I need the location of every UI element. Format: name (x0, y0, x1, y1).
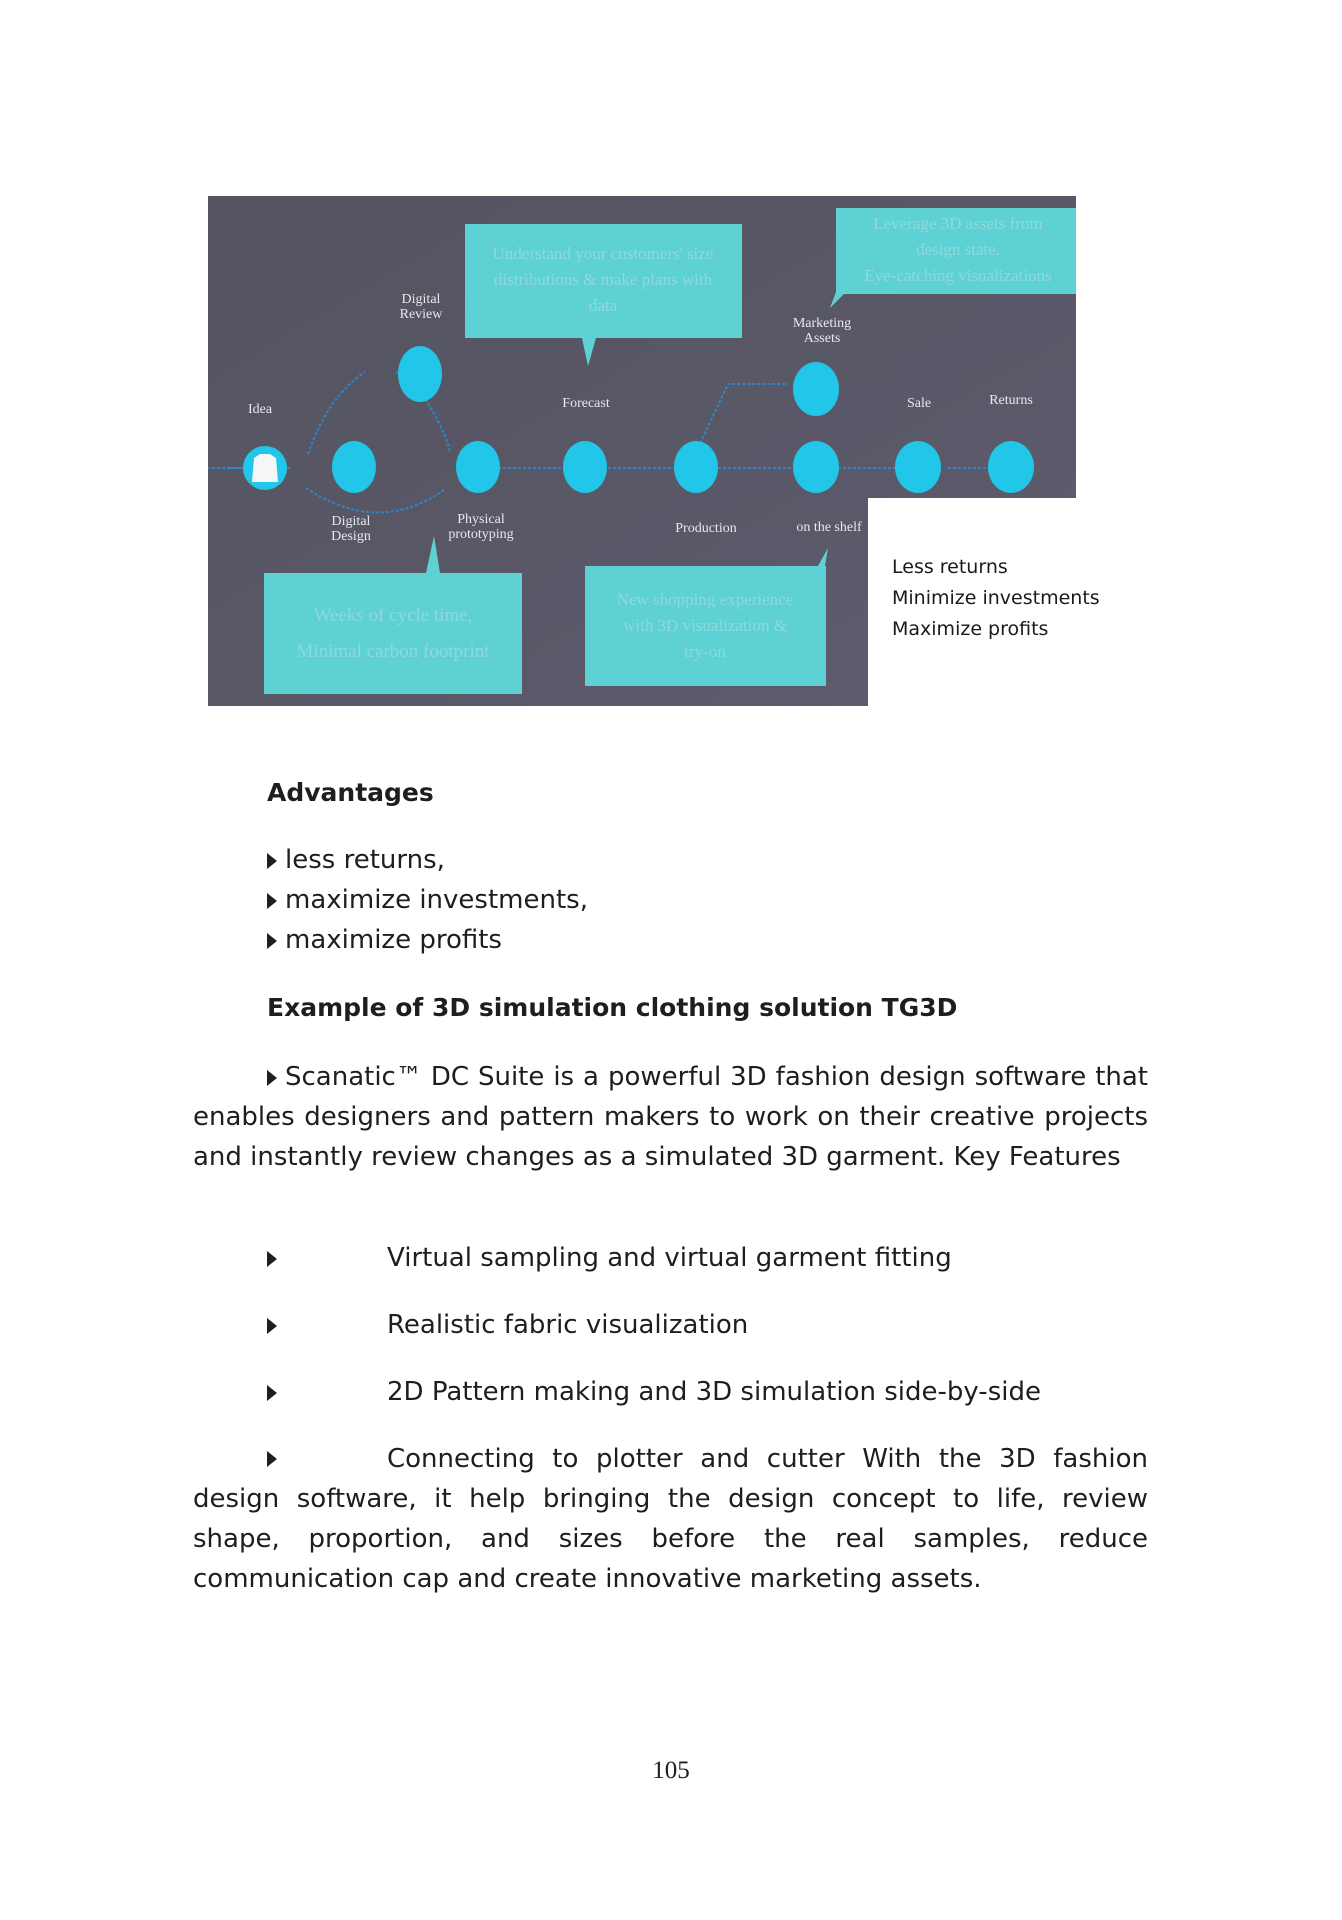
label-digital-review: Digital Review (399, 292, 443, 322)
benefit-item: Maximize profits (892, 618, 1049, 640)
label-sale: Sale (906, 396, 932, 411)
node-production (674, 441, 718, 493)
page-number: 105 (652, 1757, 690, 1784)
label-forecast: Forecast (562, 396, 610, 411)
label-physical-prototyping: Physical prototyping (448, 512, 514, 542)
bullet-triangle-icon (267, 1070, 277, 1086)
callout-cycle-text: Weeks of cycle time, Minimal carbon footprint (296, 605, 490, 662)
bullet-triangle-icon (267, 1385, 277, 1401)
bullet-triangle-icon (267, 853, 277, 869)
advantage-item: less returns, (267, 845, 445, 875)
advantage-item: maximize investments, (267, 885, 588, 915)
node-marketing-assets (793, 362, 839, 416)
label-returns: Returns (989, 393, 1033, 408)
node-sale (895, 441, 941, 493)
bullet-triangle-icon (267, 1318, 277, 1334)
advantage-item: maximize profits (267, 925, 502, 955)
label-production: Production (675, 521, 737, 536)
shirt-icon (252, 454, 278, 482)
label-marketing-assets: Marketing Assets (792, 316, 852, 346)
bullet-triangle-icon (267, 1451, 277, 1467)
benefit-item: Minimize investments (892, 587, 1100, 609)
node-digital-review (398, 346, 442, 402)
node-physical-prototyping (456, 441, 500, 493)
label-idea: Idea (247, 402, 273, 417)
label-on-the-shelf: on the shelf (796, 520, 862, 535)
feature-item: Virtual sampling and virtual garment fitting (267, 1243, 277, 1273)
label-digital-design: Digital Design (331, 514, 371, 544)
benefit-item: Less returns (892, 556, 1008, 578)
node-on-the-shelf (793, 441, 839, 493)
callout-leverage-text: Leverage 3D assets from design state. Eye-catching visualizations (864, 214, 1052, 285)
feature-item: Realistic fabric visualization (267, 1310, 277, 1340)
closing-paragraph (193, 1439, 1148, 1599)
advantages-heading: Advantages (267, 778, 434, 807)
node-returns (988, 441, 1034, 493)
feature-item: 2D Pattern making and 3D simulation side-by-side (267, 1377, 277, 1407)
bullet-triangle-icon (267, 933, 277, 949)
bullet-triangle-icon (267, 1251, 277, 1267)
bullet-triangle-icon (267, 893, 277, 909)
node-digital-design (332, 441, 376, 493)
intro-paragraph: Scanatic™ DC Suite is a powerful 3D fashion design software that enables designers and pattern makers to work on their creative projects and instantly review changes as a simulated 3D garment. Key Features (193, 1062, 1148, 1172)
benefits-list (892, 552, 1100, 645)
closing-rest: design software, it help bringing the design concept to life, review shape, proportion, and sizes before the real samples, reduce communication cap and create innovative marketing assets. (193, 1484, 1148, 1594)
callout-customers-text: Understand your customers' size distributions & make plans with data (492, 244, 714, 315)
closing-first-line: Connecting to plotter and cutter With the 3D fashion (193, 1439, 1148, 1479)
callout-shopping-text: New shopping experience with 3D visualization & try-on (616, 590, 794, 661)
example-heading: Example of 3D simulation clothing solution TG3D (267, 993, 958, 1022)
node-forecast (563, 441, 607, 493)
